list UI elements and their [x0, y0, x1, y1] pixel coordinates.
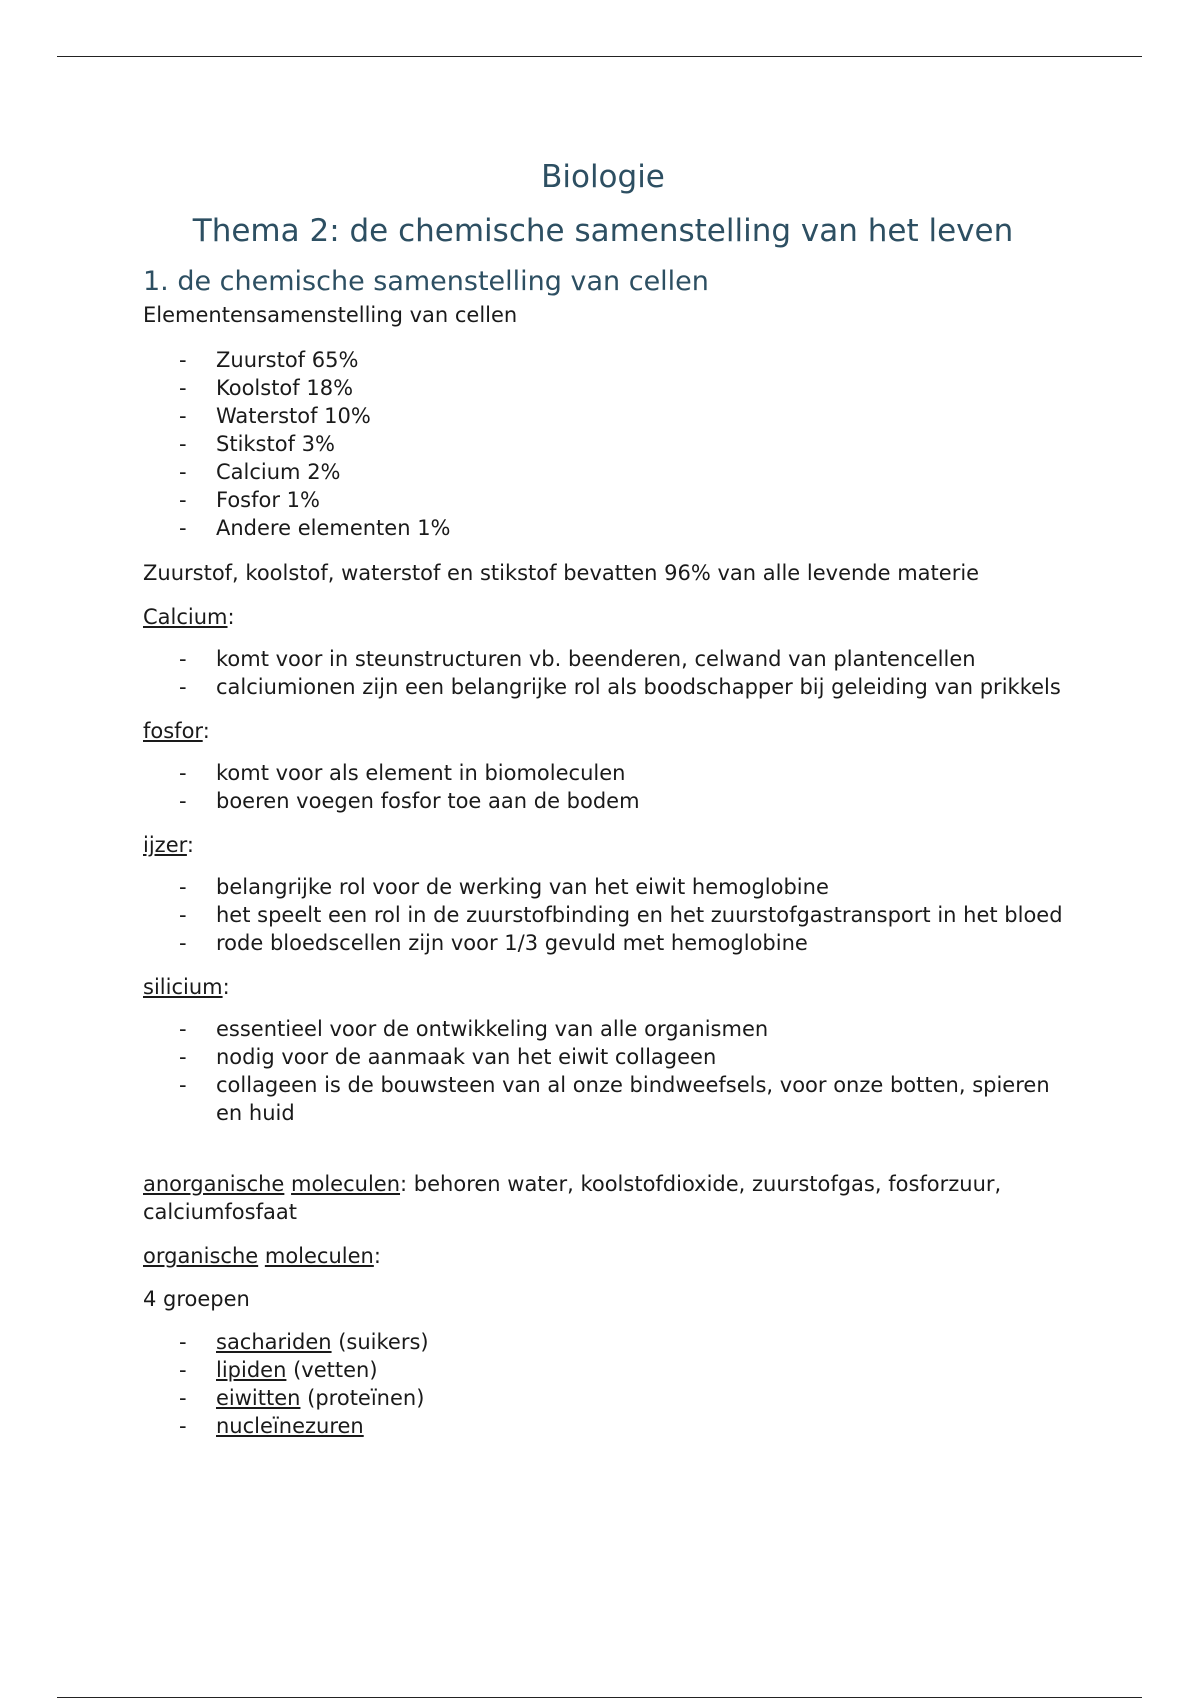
list-item: - collageen is de bouwsteen van al onze bindweefsels, voor onze botten, spieren en huid [179, 1073, 1050, 1125]
bullet-dash: - [179, 432, 187, 456]
silicium-term: silicium [143, 975, 223, 999]
bullet-dash: - [179, 376, 187, 400]
bullet-dash: - [179, 1045, 187, 1069]
bullet-dash: - [179, 460, 187, 484]
group-term: sachariden [216, 1330, 332, 1354]
list-item: - lipiden (vetten) [179, 1358, 378, 1382]
top-rule [57, 56, 1142, 57]
bullet-dash: - [179, 1073, 187, 1097]
list-item: - Calcium 2% [179, 460, 341, 484]
list-item: - Fosfor 1% [179, 488, 320, 512]
molecules-term: moleculen [291, 1172, 401, 1196]
list-item: - Waterstof 10% [179, 404, 371, 428]
molecules-term: moleculen [264, 1244, 374, 1268]
group-term: lipiden [216, 1358, 287, 1382]
bullet-dash: - [179, 761, 187, 785]
list-item [143, 1412, 1063, 1440]
list-item: - komt voor in steunstructuren vb. beenderen, celwand van plantencellen [179, 647, 976, 671]
bottom-rule [57, 1697, 1142, 1698]
list-item: - sachariden (suikers) [179, 1330, 429, 1354]
fosfor-term: fosfor [143, 719, 203, 743]
bullet-dash: - [179, 875, 187, 899]
organic-term: organische [143, 1244, 259, 1268]
list-item: - belangrijke rol voor de werking van het eiwit hemoglobine [179, 875, 829, 899]
fosfor-list [143, 759, 1063, 815]
list-item: - rode bloedscellen zijn voor 1/3 gevuld met hemoglobine [179, 931, 808, 955]
bullet-dash: - [179, 516, 187, 540]
list-item: - nodig voor de aanmaak van het eiwit collageen [179, 1045, 717, 1069]
ijzer-term: ijzer [143, 833, 187, 857]
elements-list [143, 346, 1063, 542]
list-item: - Koolstof 18% [179, 376, 354, 400]
groups-list [143, 1328, 1063, 1440]
list-item: - eiwitten (proteïnen) [179, 1386, 425, 1410]
bullet-dash: - [179, 1358, 187, 1382]
bullet-dash: - [179, 789, 187, 813]
bullet-dash: - [179, 488, 187, 512]
ijzer-label: ijzer: [143, 833, 194, 857]
document-page [143, 155, 1063, 1440]
calcium-list [143, 645, 1063, 701]
list-item: - essentieel voor de ontwikkeling van alle organismen [179, 1017, 769, 1041]
organic-molecules-label: organische moleculen: [143, 1244, 381, 1268]
anorganic-molecules-paragraph: anorganische moleculen: behoren water, koolstofdioxide, zuurstofgas, fosforzuur, calciumfosfaat [143, 1172, 1002, 1224]
bullet-dash: - [179, 647, 187, 671]
list-item: - komt voor als element in biomoleculen [179, 761, 626, 785]
bullet-dash: - [179, 903, 187, 927]
silicium-list [143, 1015, 1063, 1127]
bullet-dash: - [179, 1330, 187, 1354]
anorganic-term: anorganische [143, 1172, 285, 1196]
list-item: - Stikstof 3% [179, 432, 335, 456]
document-title: Biologie [541, 159, 665, 195]
document-subtitle: Thema 2: de chemische samenstelling van het leven [192, 213, 1014, 249]
bullet-dash: - [179, 404, 187, 428]
silicium-label: silicium: [143, 975, 230, 999]
list-item: - het speelt een rol in de zuurstofbinding en het zuurstofgastransport in het bloed [179, 903, 1063, 927]
bullet-dash: - [179, 931, 187, 955]
ijzer-list [143, 873, 1063, 957]
section-heading: 1. de chemische samenstelling van cellen [143, 266, 709, 297]
list-item: - Zuurstof 65% [179, 348, 359, 372]
list-item: - boeren voegen fosfor toe aan de bodem [179, 789, 640, 813]
group-term: eiwitten [216, 1386, 301, 1410]
groups-intro: 4 groepen [143, 1287, 250, 1311]
bullet-dash: - [179, 675, 187, 699]
bullet-dash: - [179, 348, 187, 372]
fosfor-label: fosfor: [143, 719, 210, 743]
elements-summary: Zuurstof, koolstof, waterstof en stikstof bevatten 96% van alle levende materie [143, 561, 980, 585]
group-term: nucleïnezuren [216, 1414, 364, 1438]
bullet-dash: - [179, 1386, 187, 1410]
elements-intro: Elementensamenstelling van cellen [143, 303, 518, 327]
list-item: - Andere elementen 1% [179, 516, 451, 540]
calcium-term: Calcium [143, 605, 228, 629]
list-item: - calciumionen zijn een belangrijke rol als boodschapper bij geleiding van prikkels [179, 675, 1061, 699]
bullet-dash: - [179, 1414, 187, 1438]
bullet-dash: - [179, 1017, 187, 1041]
calcium-label: Calcium: [143, 605, 235, 629]
